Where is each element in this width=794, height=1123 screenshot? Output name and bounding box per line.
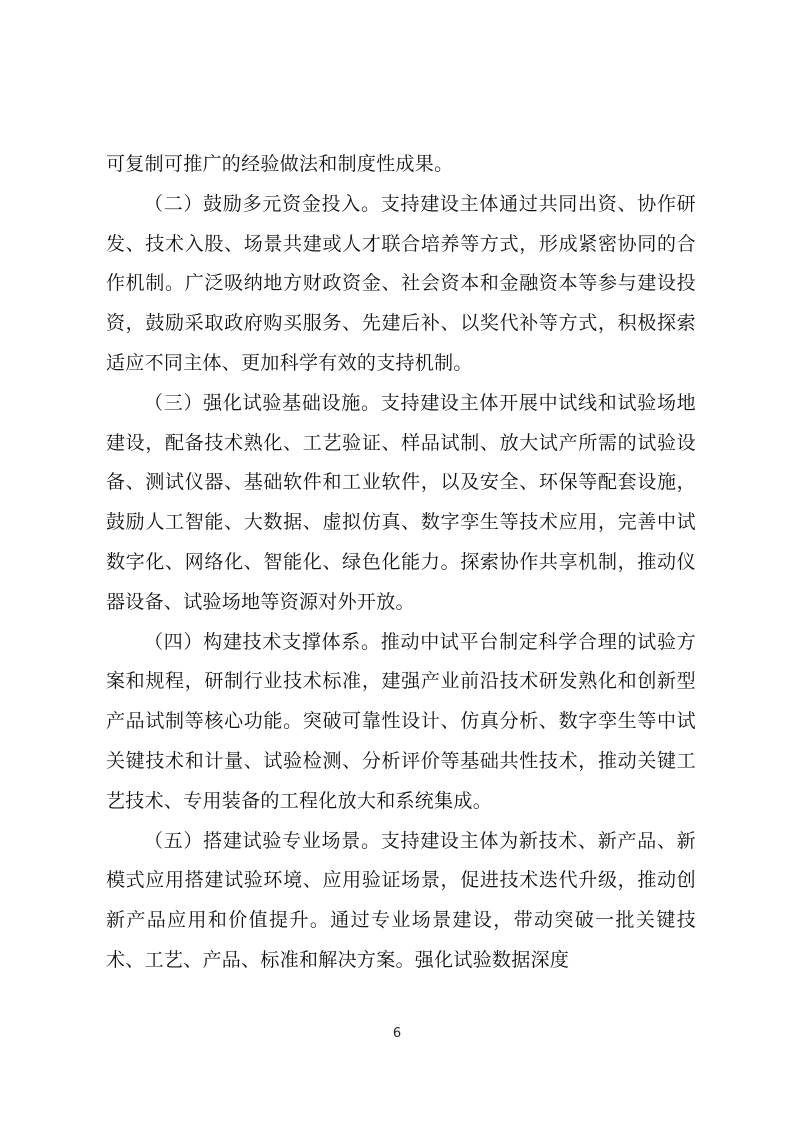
paragraph-2-text: 支持建设主体通过共同出资、协作研发、技术入股、场景共建或人才联合培养等方式，形成紧密协同的合作机制。广泛吸纳地方财政资金、社会资本和金融资本等参与建设投资，鼓励采取政府购买服务、先建后补、以奖代补等方式，积极探索适应不同主体、更加科学有效的支持机制。 — [106, 192, 696, 374]
paragraph-4-text: 推动中试平台制定科学合理的试验方案和规程，研制行业技术标准，建强产业前沿技术研发熟化和创新型产品试制等核心功能。突破可靠性设计、仿真分析、数字孪生等中试关键技术和计量、试验检测、分析评价等基础共性技术，推动关键工艺技术、专用装备的工程化放大和系统集成。 — [106, 630, 696, 812]
paragraph-3 — [106, 384, 696, 623]
paragraph-5 — [106, 822, 696, 981]
paragraph-2 — [106, 185, 696, 384]
paragraph-4 — [106, 623, 696, 822]
section-heading-5: （五）搭建试验专业场景。 — [144, 829, 381, 852]
section-heading-2: （二）鼓励多元资金投入。 — [144, 192, 381, 215]
paragraph-3-text: 支持建设主体开展中试线和试验场地建设，配备技术熟化、工艺验证、样品试制、放大试产所需的试验设备、测试仪器、基础软件和工业软件，以及安全、环保等配套设施，鼓励人工智能、大数据、虚拟仿真、数字孪生等技术应用，完善中试数字化、网络化、智能化、绿色化能力。探索协作共享机制，推动仪器设备、试验场地等资源对外开放。 — [106, 391, 696, 613]
page-number: 6 — [392, 1026, 402, 1041]
paragraph-5-text: 支持建设主体为新技术、新产品、新模式应用搭建试验环境、应用验证场景，促进技术迭代升级，推动创新产品应用和价值提升。通过专业场景建设，带动突破一批关键技术、工艺、产品、标准和解决方案。强化试验数据深度 — [106, 829, 696, 971]
paragraph-1-text: 可复制可推广的经验做法和制度性成果。 — [106, 153, 454, 175]
section-heading-3: （三）强化试验基础设施。 — [144, 391, 381, 414]
body-text — [106, 145, 696, 981]
paragraph-1 — [106, 145, 696, 185]
section-heading-4: （四）构建技术支撑体系。 — [144, 630, 381, 653]
